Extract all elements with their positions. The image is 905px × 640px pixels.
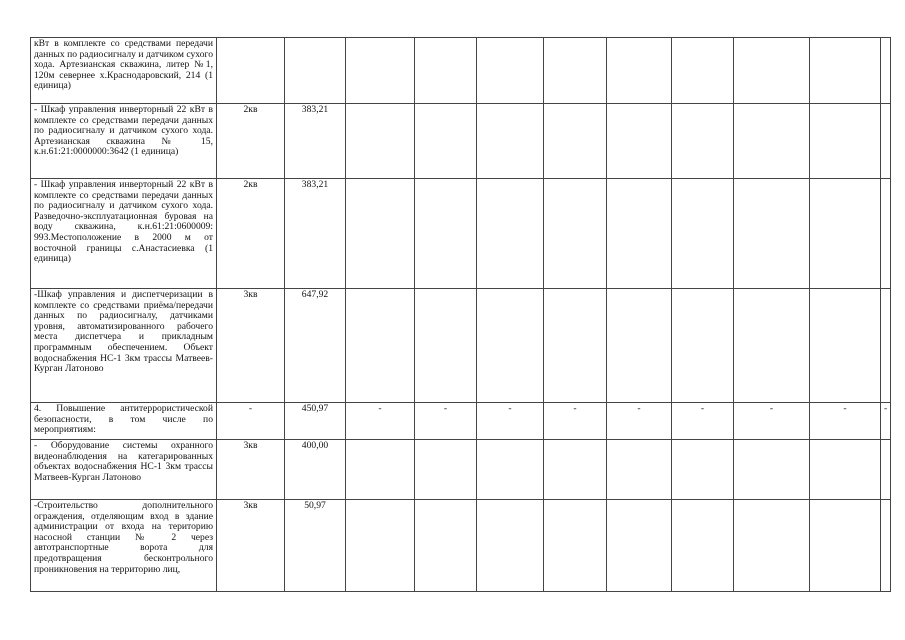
row-cell	[477, 38, 544, 104]
row-cell	[346, 500, 415, 592]
row-cell	[346, 440, 415, 500]
row-cell	[734, 440, 810, 500]
row-cell	[346, 179, 415, 289]
row-description: - Оборудование системы охранного видеонаблюдения на категарированных объектах водоснабжения НС-1 3км трассы Матвеев-Курган Латоново	[31, 440, 217, 500]
row-period: 3кв	[217, 440, 285, 500]
row-period: 3кв	[217, 500, 285, 592]
row-cell	[477, 500, 544, 592]
table-row	[31, 289, 891, 403]
row-cell	[346, 38, 415, 104]
row-amount: 383,21	[285, 179, 346, 289]
row-amount: 383,21	[285, 104, 346, 179]
row-cell	[544, 500, 607, 592]
row-description: -Строительство дополнительного ограждения, отделяющим вход в здание администрации от входа на територию насосной станции № 2 через автотранспортные ворота для предотвращения бесконтрольного проникновения на территорию лиц,	[31, 500, 217, 592]
row-cell	[881, 104, 891, 179]
row-cell	[810, 104, 881, 179]
row-cell	[544, 179, 607, 289]
row-cell	[477, 104, 544, 179]
row-cell: -	[810, 403, 881, 440]
row-cell	[415, 179, 477, 289]
row-period: 2кв	[217, 104, 285, 179]
measures-table	[30, 37, 891, 592]
row-cell	[477, 440, 544, 500]
row-cell: -	[607, 403, 672, 440]
row-cell	[810, 289, 881, 403]
row-cell	[415, 440, 477, 500]
row-cell	[734, 289, 810, 403]
row-cell	[607, 289, 672, 403]
row-cell	[607, 104, 672, 179]
row-cell	[881, 440, 891, 500]
table-row	[31, 38, 891, 104]
table-row	[31, 104, 891, 179]
row-cell: -	[544, 403, 607, 440]
row-amount: 400,00	[285, 440, 346, 500]
table-row	[31, 403, 891, 440]
table-body	[31, 38, 891, 592]
row-cell	[607, 440, 672, 500]
row-cell	[734, 104, 810, 179]
row-cell	[415, 500, 477, 592]
row-cell	[607, 500, 672, 592]
row-cell: -	[734, 403, 810, 440]
row-cell	[477, 289, 544, 403]
row-cell	[544, 104, 607, 179]
row-cell: -	[477, 403, 544, 440]
table-row	[31, 500, 891, 592]
row-cell	[477, 179, 544, 289]
row-description: - Шкаф управления инверторный 22 кВт в комплекте со средствами передачи данных по радиосигналу и датчиком сухого хода. Разведочно-эксплуатационная буровая на воду скважина, к.н.61:21:0600009: 993.Местоположение в 2000 м от восточной границы с.Анастасиевка (1 единица)	[31, 179, 217, 289]
row-cell	[415, 38, 477, 104]
row-amount: 450,97	[285, 403, 346, 440]
row-description: -Шкаф управления и диспетчеризации в комплекте со средствами приёма/передачи данных по радиосигналу, датчиками уровня, автоматизированного рабочего места диспетчера и прикладным программным обеспечением. Объект водоснабжения НС-1 3км трассы Матвеев-Курган Латоново	[31, 289, 217, 403]
row-cell	[346, 104, 415, 179]
row-cell	[881, 38, 891, 104]
row-cell	[672, 440, 734, 500]
row-cell	[544, 440, 607, 500]
row-cell	[810, 38, 881, 104]
row-cell: -	[672, 403, 734, 440]
row-cell	[415, 289, 477, 403]
row-period: 3кв	[217, 289, 285, 403]
row-amount	[285, 38, 346, 104]
row-cell	[810, 179, 881, 289]
row-cell	[415, 104, 477, 179]
row-period	[217, 38, 285, 104]
row-cell: -	[415, 403, 477, 440]
row-amount: 647,92	[285, 289, 346, 403]
row-period: -	[217, 403, 285, 440]
row-cell	[810, 440, 881, 500]
row-cell	[881, 179, 891, 289]
row-cell	[734, 38, 810, 104]
row-description: кВт в комплекте со средствами передачи данных по радиосигналу и датчиком сухого хода. Артезианская скважина, литер №1, 120м севернее х.Краснодаровский, 214 (1 единица)	[31, 38, 217, 104]
row-description: - Шкаф управления инверторный 22 кВт в комплекте со средствами передачи данных по радиосигналу и датчиком сухого хода. Артезианская скважина № 15, к.н.61:21:0000000:3642 (1 единица)	[31, 104, 217, 179]
row-cell	[881, 289, 891, 403]
row-cell	[607, 179, 672, 289]
row-cell	[672, 179, 734, 289]
row-cell	[607, 38, 672, 104]
row-cell	[672, 289, 734, 403]
row-cell	[544, 289, 607, 403]
row-period: 2кв	[217, 179, 285, 289]
row-cell	[672, 38, 734, 104]
row-description: 4. Повышение антитеррористической безопасности, в том числе по мероприятиям:	[31, 403, 217, 440]
table-row	[31, 440, 891, 500]
row-cell: -	[346, 403, 415, 440]
table-row	[31, 179, 891, 289]
row-cell	[881, 500, 891, 592]
row-cell	[734, 500, 810, 592]
row-cell	[544, 38, 607, 104]
row-cell	[672, 500, 734, 592]
row-cell	[810, 500, 881, 592]
row-amount: 50,97	[285, 500, 346, 592]
row-cell: -	[881, 403, 891, 440]
row-cell	[672, 104, 734, 179]
row-cell	[734, 179, 810, 289]
row-cell	[346, 289, 415, 403]
